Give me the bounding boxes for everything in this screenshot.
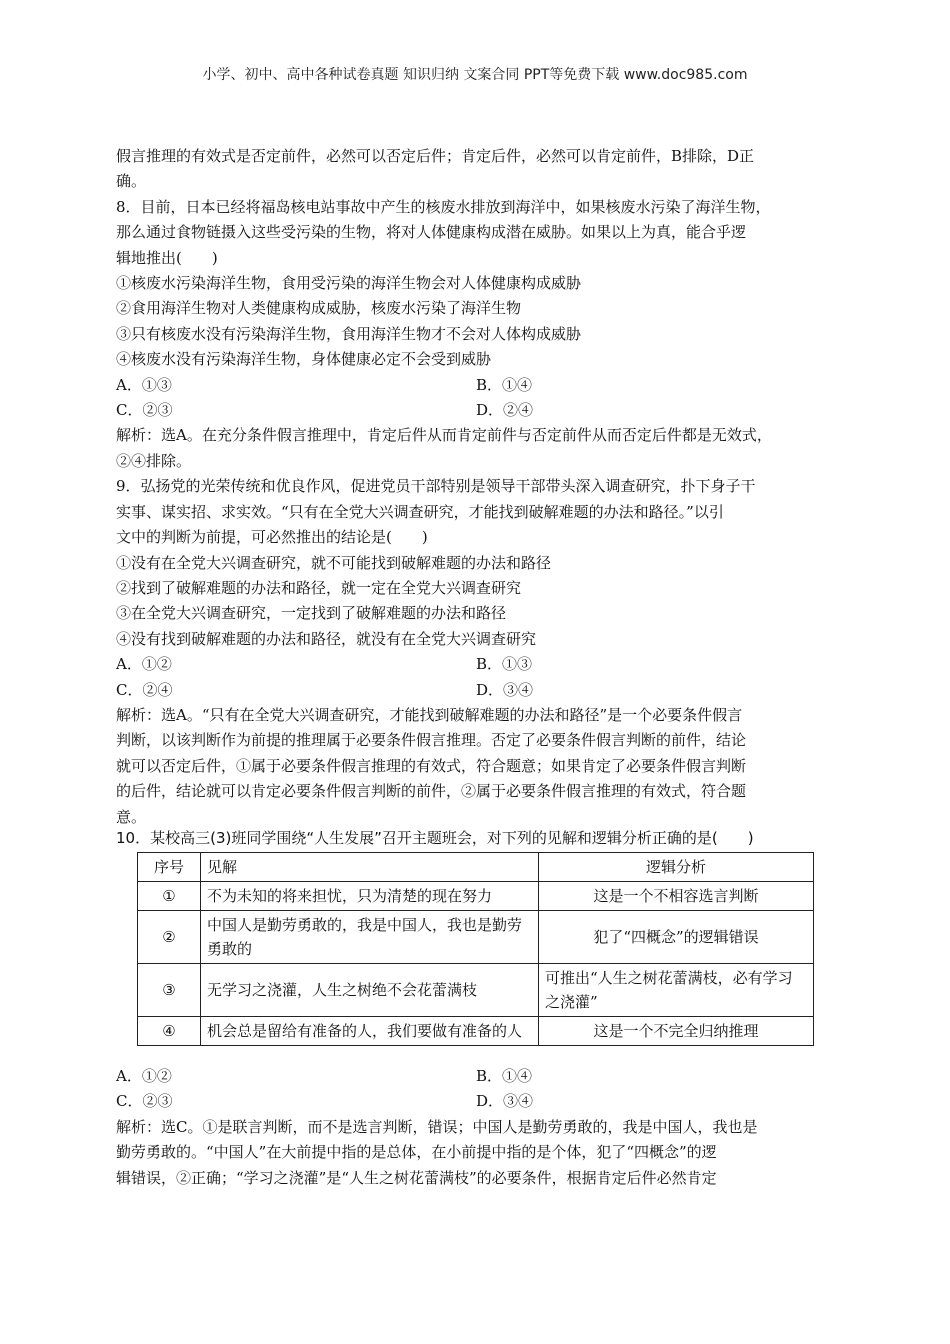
q9-option-d: D．③④ [476, 680, 534, 699]
q10-option-d: D．③④ [476, 1092, 534, 1111]
col-header-number: 序号 [138, 853, 201, 882]
q10-analysis-line: 勤劳勇敢的。“中国人”在大前提中指的是总体，在小前提中指的是个体，犯了“四概念”的逻 [116, 1143, 717, 1162]
q8-stem-line: 那么通过食物链摄入这些受污染的生物，将对人体健康构成潜在威胁。如果以上为真，能合乎逻 [116, 223, 747, 242]
q9-analysis-line: 解析：选A。“只有在全党大兴调查研究，才能找到破解难题的办法和路径”是一个必要条件假言 [116, 705, 743, 724]
q10-analysis-line: 辑错误，②正确；“学习之浇灌”是“人生之树花蕾满枝”的必要条件，根据肯定后件必然肯定 [116, 1168, 717, 1187]
page-header: 小学、初中、高中各种试卷真题 知识归纳 文案合同 PPT等免费下载 www.doc985.com [202, 67, 748, 83]
q8-options-row [116, 398, 836, 423]
cell-analysis: 可推出“人生之树花蕾满枝，必有学习之浇灌” [539, 964, 814, 1017]
q8-option-b: B．①④ [476, 375, 533, 394]
q9-options-row [116, 678, 836, 703]
q9-analysis-line: 的后件，结论就可以肯定必要条件假言判断的前件，②属于必要条件假言推理的有效式，符合题 [116, 782, 747, 801]
q10-analysis-line: 解析：选C。①是联言判断，而不是选言判断，错误；中国人是勤劳勇敢的，我是中国人，我也是 [116, 1117, 758, 1136]
q10-option-a: A．①② [116, 1067, 172, 1085]
q8-option-a: A．①③ [116, 375, 172, 394]
q8-analysis-line: ②④排除。 [116, 451, 192, 470]
question-block-lower [116, 1064, 836, 1191]
q8-option-d: D．②④ [476, 401, 534, 420]
q9-stem-line: 文中的判断为前提，可必然推出的结论是( ) [116, 528, 428, 547]
q9-item: ④没有找到破解难题的办法和路径，就没有在全党大兴调查研究 [116, 629, 537, 648]
q8-item: ③只有核废水没有污染海洋生物，食用海洋生物才不会对人体构成威胁 [116, 324, 582, 343]
q9-stem-line: 9．弘扬党的光荣传统和优良作风，促进党员干部特别是领导干部带头深入调查研究，扑下身子干 [116, 477, 756, 496]
question-block-upper [116, 144, 836, 830]
cell-analysis: 这是一个不相容选言判断 [539, 882, 814, 911]
table-row [138, 911, 814, 964]
q8-analysis-line: 解析：选A。在充分条件假言推理中，肯定后件从而肯定前件与否定前件从而否定后件都是无效式， [116, 426, 772, 445]
q9-stem-line: 实事、谋实招、求实效。“只有在全党大兴调查研究，才能找到破解难题的办法和路径。”以引 [116, 502, 724, 521]
cell-number: ③ [138, 964, 201, 1017]
cell-view: 无学习之浇灌，人生之树绝不会花蕾满枝 [201, 964, 539, 1017]
q9-analysis-line: 意。 [116, 807, 147, 826]
table-row [138, 964, 814, 1017]
cell-analysis: 这是一个不完全归纳推理 [539, 1017, 814, 1046]
q9-analysis-line: 判断，以该判断作为前提的推理属于必要条件假言推理。否定了必要条件假言判断的前件，结论 [116, 731, 747, 750]
text-line: 假言推理的有效式是否定前件，必然可以否定后件；肯定后件，必然可以肯定前件，B排除，D正 [116, 147, 755, 165]
cell-number: ④ [138, 1017, 201, 1046]
cell-analysis: 犯了“四概念”的逻辑错误 [539, 911, 814, 964]
table-header-row [138, 853, 814, 882]
text-line: 确。 [116, 172, 147, 191]
cell-view: 机会总是留给有准备的人，我们要做有准备的人 [201, 1017, 539, 1046]
q10-table [137, 852, 814, 1046]
q8-option-c: C．②③ [116, 401, 173, 420]
q9-option-b: B．①③ [476, 655, 533, 674]
q8-item: ④核废水没有污染海洋生物，身体健康必定不会受到威胁 [116, 350, 492, 369]
table-row [138, 882, 814, 911]
cell-view: 中国人是勤劳勇敢的，我是中国人，我也是勤劳勇敢的 [201, 911, 539, 964]
q9-option-a: A．①② [116, 655, 172, 674]
table-row [138, 1017, 814, 1046]
q8-item: ②食用海洋生物对人类健康构成威胁，核废水污染了海洋生物 [116, 299, 522, 318]
col-header-analysis: 逻辑分析 [539, 853, 814, 882]
q10-options-row [116, 1064, 836, 1089]
q9-item: ③在全党大兴调查研究，一定找到了破解难题的办法和路径 [116, 604, 507, 623]
cell-number: ① [138, 882, 201, 911]
q10-options-row [116, 1089, 836, 1114]
q9-item: ②找到了破解难题的办法和路径，就一定在全党大兴调查研究 [116, 578, 522, 597]
q8-item: ①核废水污染海洋生物，食用受污染的海洋生物会对人体健康构成威胁 [116, 274, 582, 293]
q9-options-row [116, 652, 836, 677]
q9-item: ①没有在全党大兴调查研究，就不可能找到破解难题的办法和路径 [116, 553, 552, 572]
q10-option-b: B．①④ [476, 1067, 533, 1085]
cell-view: 不为未知的将来担忧，只为清楚的现在努力 [201, 882, 539, 911]
cell-number: ② [138, 911, 201, 964]
q10-stem: 10．某校高三(3)班同学围绕“人生发展”召开主题班会，对下列的见解和逻辑分析正确的是( ) [116, 829, 754, 847]
q10-option-c: C．②③ [116, 1092, 173, 1111]
q9-analysis-line: 就可以否定后件，①属于必要条件假言推理的有效式，符合题意；如果肯定了必要条件假言判断 [116, 756, 747, 775]
q9-option-c: C．②④ [116, 680, 173, 699]
q8-stem-line: 8．目前，日本已经将福岛核电站事故中产生的核废水排放到海洋中，如果核废水污染了海洋生物， [116, 197, 771, 216]
q8-options-row [116, 373, 836, 398]
q8-stem-line: 辑地推出( ) [116, 248, 218, 267]
col-header-view: 见解 [201, 853, 539, 882]
